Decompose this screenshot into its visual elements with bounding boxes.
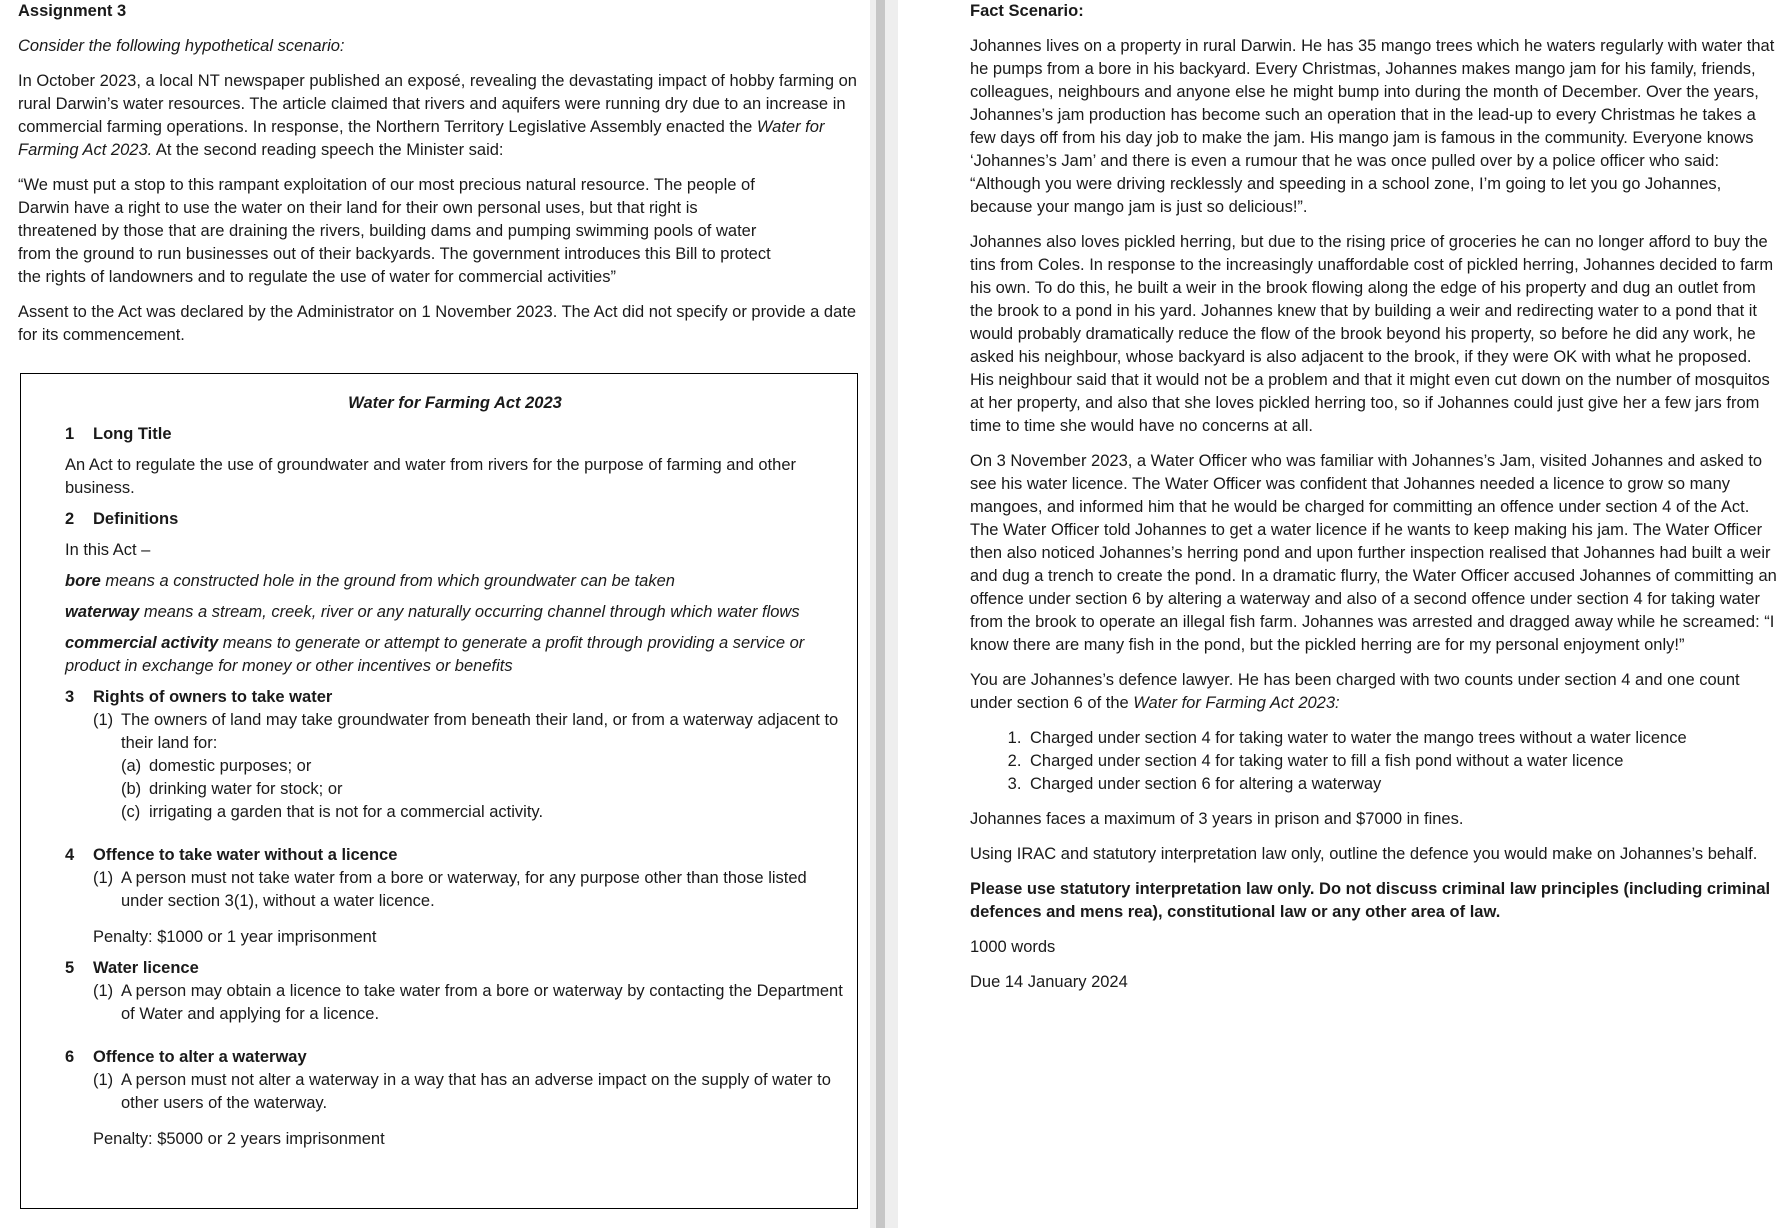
charges-list	[970, 727, 1778, 796]
act-name-inline: Water for Farming Act 2023.	[18, 118, 825, 159]
fact-paragraph-2: Johannes also loves pickled herring, but due to the rising price of groceries he can no longer afford to buy the tins from Coles. In response to the increasingly unaffordable cost of pickled herring, Johannes decided to farm his own. To do this, he built a weir in the brook flowing along the edge of his property and dug an outlet from the brook to a pond in his yard. Johannes knew that by building a weir and redirecting water to a pond that it would probably dramatically reduce the flow of the brook beyond his property, so before he did any work, he asked his neighbour, whose backyard is also adjacent to the brook, if they were OK with what he proposed. His neighbour said that it would not be a problem and that it might even cut down on the number of mosquitos at her property, and also that she loves pickled herring too, so if Johannes could just give her a few jars from time to time she would have no concerns at all.	[970, 233, 1774, 435]
right-page-content	[970, 0, 1778, 994]
section-4-penalty: Penalty: $1000 or 1 year imprisonment	[93, 928, 377, 946]
paragraph-3-c	[65, 801, 845, 824]
subsection-text: The owners of land may take groundwater from beneath their land, or from a waterway adjacent to their land for:	[121, 711, 839, 752]
section-6-penalty: Penalty: $5000 or 2 years imprisonment	[93, 1130, 385, 1148]
section-3-heading	[65, 686, 845, 709]
defined-term: waterway	[65, 603, 140, 621]
due-date: Due 14 January 2024	[970, 973, 1128, 991]
subsection-3-1	[65, 709, 845, 755]
charges-intro: You are Johannes’s defence lawyer. He has been charged with two counts under section 4 and one count under section 6 of the	[970, 671, 1740, 712]
fact-paragraph-3: On 3 November 2023, a Water Officer who was familiar with Johannes’s Jam, visited Johannes and asked to see his water licence. The Water Officer was confident that Johannes needed a licence to grow so many mangoes, and informed him that he would be charged for committing an offence under section 4 of the Act. The Water Officer told Johannes to get a water licence if he wants to keep making his jam. The Water Officer then also noticed Johannes’s herring pond and upon further inspection realised that Johannes had built a weir and dug a trench to create the pond. In a dramatic flurry, the Water Officer accused Johannes of committing an offence under section 6 by altering a waterway and also of a second offence under section 4 for taking water from the brook to operate an illegal fish farm. Johannes was arrested and dragged away while he screamed: “I know there are many fish in the pond, but the pickled herring are for my personal enjoyment only!”	[970, 452, 1777, 654]
scenario-text: In October 2023, a local NT newspaper published an exposé, revealing the devastating impact of hobby farming on rural Darwin’s water resources. The article claimed that rivers and aquifers were running dry due to an increase in commercial farming operations. In response, the Northern Territory Legislative Assembly enacted the	[18, 72, 857, 136]
definition-text: means a constructed hole in the ground from which groundwater can be taken	[100, 572, 675, 590]
irac-instruction: Using IRAC and statutory interpretation law only, outline the defence you would make on Johannes’s behalf.	[970, 845, 1758, 863]
paragraph-label: (a)	[121, 757, 142, 775]
section-title: Rights of owners to take water	[93, 688, 333, 706]
page-gutter-shadow	[876, 0, 885, 1228]
definition-text: means to generate or attempt to generate a profit through providing a service or product in exchange for money or other incentives or benefits	[65, 634, 805, 675]
definitions-intro: In this Act –	[65, 541, 151, 559]
subsection-6-1	[65, 1069, 845, 1115]
act-title: Water for Farming Act 2023	[348, 394, 562, 412]
section-1-heading	[65, 423, 845, 446]
assent-paragraph: Assent to the Act was declared by the Administrator on 1 November 2023. The Act did not specify or provide a date for its commencement.	[18, 303, 857, 344]
section-title: Definitions	[93, 510, 179, 528]
word-count: 1000 words	[970, 938, 1056, 956]
section-title: Offence to alter a waterway	[93, 1048, 307, 1066]
definition-waterway	[65, 601, 845, 624]
subsection-label: (1)	[93, 982, 114, 1000]
section-number: 3	[65, 688, 75, 706]
assignment-heading: Assignment 3	[18, 2, 127, 20]
definition-commercial-activity	[65, 632, 845, 678]
minister-quote: “We must put a stop to this rampant exploitation of our most precious natural resource. The people of Darwin have a right to use the water on their land for their own personal uses, but that right is threatened by those that are draining the rivers, building dams and pumping swimming pools of water from the ground to run businesses out of their backyards. The government introduces this Bill to protect the rights of landowners and to regulate the use of water for commercial activities”	[18, 176, 771, 286]
paragraph-label: (b)	[121, 780, 142, 798]
subsection-label: (1)	[93, 1071, 114, 1089]
long-title-text: An Act to regulate the use of groundwater and water from rivers for the purpose of farming and other business.	[65, 456, 796, 497]
section-number: 1	[65, 425, 75, 443]
definition-bore	[65, 570, 845, 593]
fact-scenario-heading: Fact Scenario:	[970, 2, 1084, 20]
section-title: Water licence	[93, 959, 199, 977]
left-page-content	[18, 0, 858, 1148]
fact-paragraph-4	[970, 669, 1778, 715]
left-page	[0, 0, 870, 1228]
paragraph-text: domestic purposes; or	[149, 757, 312, 775]
subsection-text: A person may obtain a licence to take water from a bore or waterway by contacting the Department of Water and applying for a licence.	[121, 982, 843, 1023]
section-number: 5	[65, 959, 75, 977]
paragraph-text: irrigating a garden that is not for a commercial activity.	[149, 803, 544, 821]
section-number: 4	[65, 846, 75, 864]
act-content	[65, 392, 845, 1151]
subsection-text: A person must not take water from a bore or waterway, for any purpose other than those listed under section 3(1), without a water licence.	[121, 869, 807, 910]
scenario-paragraph	[18, 70, 858, 162]
subsection-5-1	[65, 980, 845, 1026]
subsection-label: (1)	[93, 711, 114, 729]
subsection-text: A person must not alter a waterway in a way that has an adverse impact on the supply of water to other users of the waterway.	[121, 1071, 831, 1112]
charge-item: 2. Charged under section 4 for taking water to fill a fish pond without a water licence	[1026, 750, 1778, 773]
paragraph-3-b	[65, 778, 845, 801]
fact-paragraph-1: Johannes lives on a property in rural Darwin. He has 35 mango trees which he waters regularly with water that he pumps from a bore in his backyard. Every Christmas, Johannes makes mango jam for his family, friends, colleagues, neighbours and anyone else he might bump into during the month of December. Over the years, Johannes’s jam production has become such an operation that in the lead-up to every Christmas he takes a few days off from his day job to make the jam. His mango jam is famous in the community. Everyone knows ‘Johannes’s Jam’ and there is even a rumour that he was once pulled over by a police officer who said: “Although you were driving recklessly and speeding in a school zone, I’m going to let you go Johannes, because your mango jam is just so delicious!”.	[970, 37, 1775, 216]
paragraph-3-a	[65, 755, 845, 778]
section-number: 6	[65, 1048, 75, 1066]
section-2-heading	[65, 508, 845, 531]
paragraph-text: drinking water for stock; or	[149, 780, 343, 798]
statutory-only-warning: Please use statutory interpretation law only. Do not discuss criminal law principles (including criminal defences and mens rea), constitutional law or any other area of law.	[970, 880, 1771, 921]
defined-term: commercial activity	[65, 634, 219, 652]
subsection-4-1	[65, 867, 845, 913]
subsection-label: (1)	[93, 869, 114, 887]
act-name-inline: Water for Farming Act 2023:	[1133, 694, 1340, 712]
section-title: Long Title	[93, 425, 172, 443]
charge-item: 3. Charged under section 6 for altering a waterway	[1026, 773, 1778, 796]
section-6-heading	[65, 1046, 845, 1069]
act-box	[20, 373, 858, 1209]
section-5-heading	[65, 957, 845, 980]
section-title: Offence to take water without a licence	[93, 846, 398, 864]
scenario-text-end: At the second reading speech the Minister said:	[152, 141, 504, 159]
page-gutter	[870, 0, 898, 1228]
charge-item: 1. Charged under section 4 for taking water to water the mango trees without a water licence	[1026, 727, 1778, 750]
section-4-heading	[65, 844, 845, 867]
scenario-intro: Consider the following hypothetical scenario:	[18, 37, 345, 55]
paragraph-label: (c)	[121, 803, 141, 821]
right-page	[898, 0, 1786, 1228]
penalty-summary: Johannes faces a maximum of 3 years in prison and $7000 in fines.	[970, 810, 1464, 828]
definition-text: means a stream, creek, river or any naturally occurring channel through which water flows	[139, 603, 800, 621]
defined-term: bore	[65, 572, 101, 590]
section-number: 2	[65, 510, 75, 528]
